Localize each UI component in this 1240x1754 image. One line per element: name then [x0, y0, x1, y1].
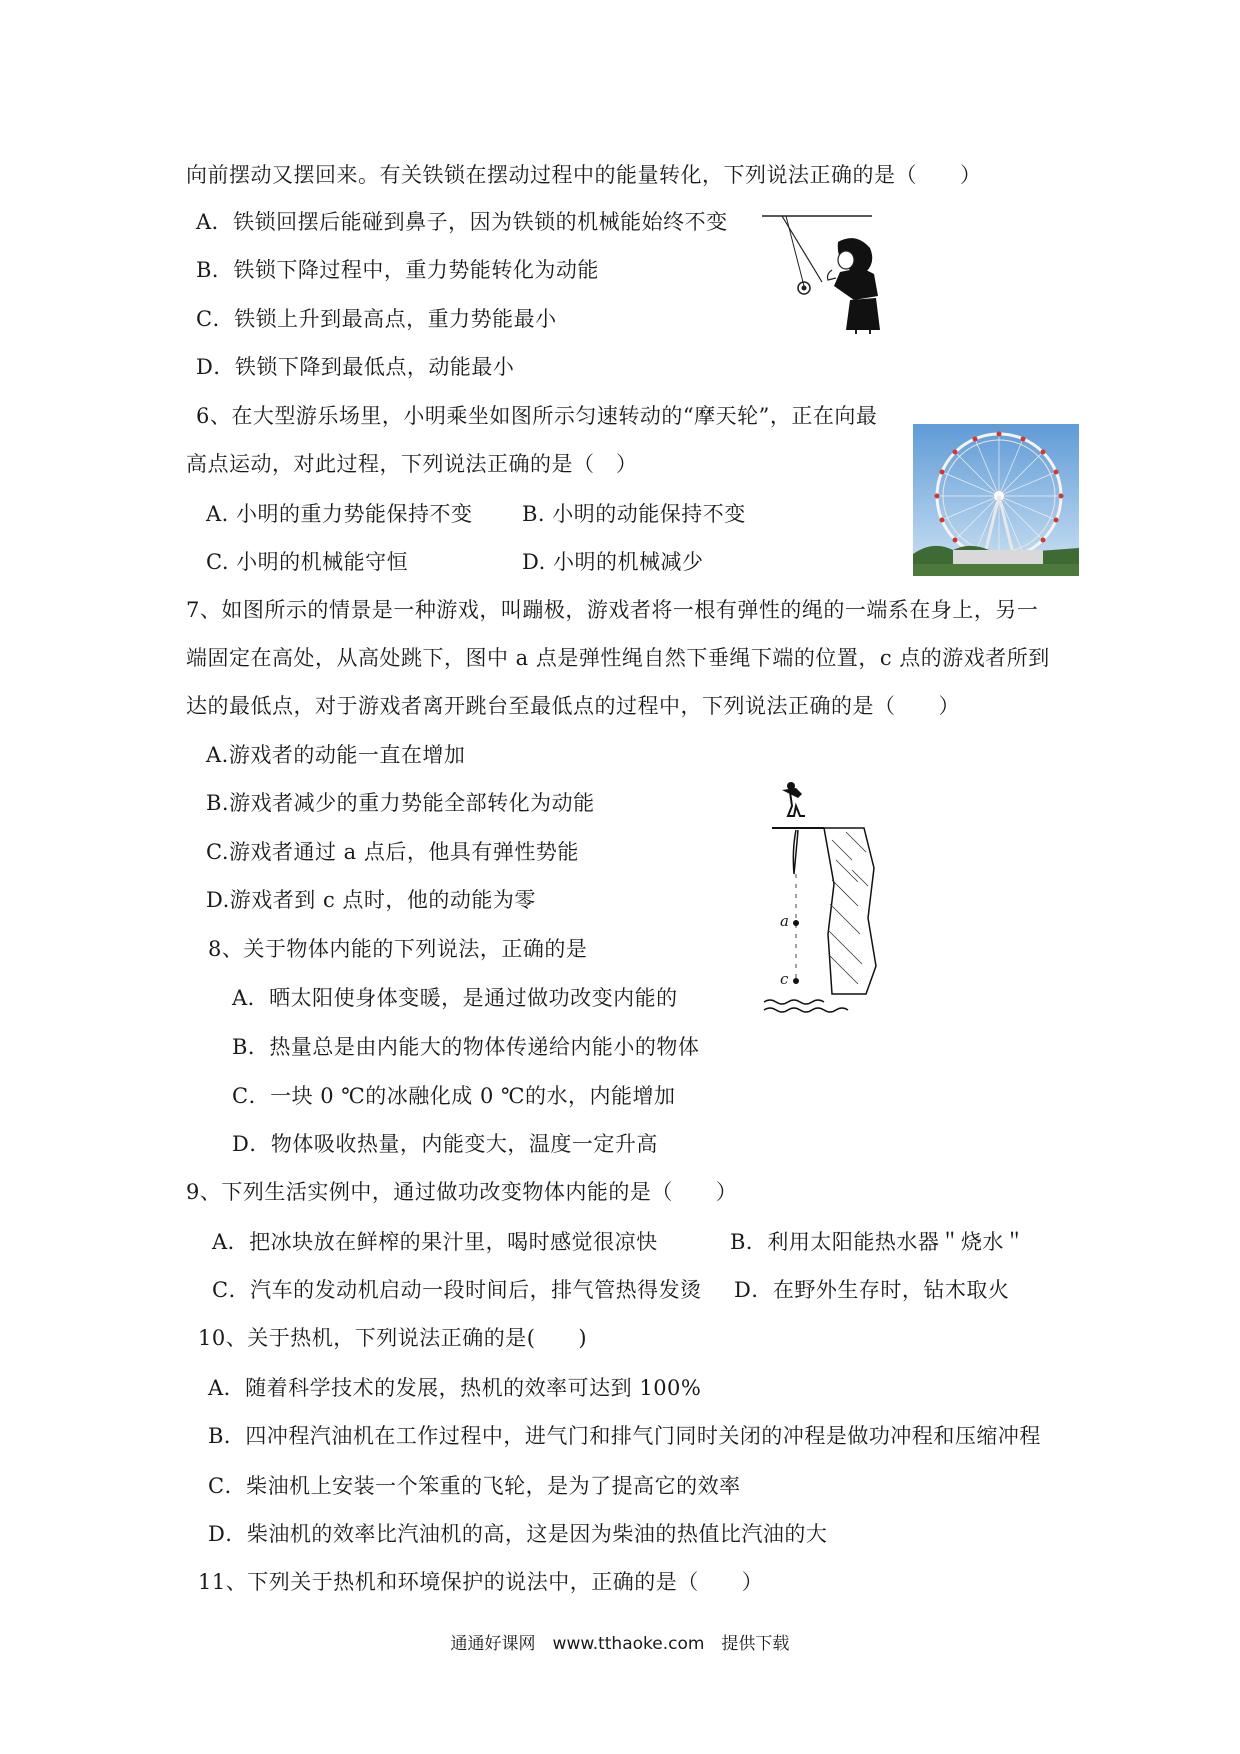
q8-stem: 8、关于物体内能的下列说法，正确的是: [208, 937, 588, 961]
bungee-jump-figure: [762, 780, 882, 1018]
q5-option-c: C．铁锁上升到最高点，重力势能最小: [196, 307, 557, 331]
page-footer-source: 通通好课网 www.tthaoke.com 提供下载: [450, 1634, 790, 1654]
q5-stem-continuation: 向前摆动又摆回来。有关铁锁在摆动过程中的能量转化，下列说法正确的是（ ）: [186, 163, 982, 187]
q9-option-d: D．在野外生存时，钻木取火: [734, 1278, 1010, 1302]
q8-option-b: B．热量总是由内能大的物体传递给内能小的物体: [232, 1035, 700, 1059]
q6-stem-line2: 高点运动，对此过程，下列说法正确的是（ ）: [186, 452, 638, 476]
q9-option-a: A．把冰块放在鲜榨的果汁里，喝时感觉很凉快: [212, 1230, 658, 1254]
q7-stem-line2: 端固定在高处，从高处跳下，图中 a 点是弹性绳自然下垂绳下端的位置，c 点的游戏者所到: [186, 646, 1050, 670]
q8-option-a: A．晒太阳使身体变暖，是通过做功改变内能的: [232, 986, 678, 1010]
ferris-wheel-photo: [913, 424, 1079, 576]
point-c-label: c: [780, 970, 789, 988]
q10-stem: 10、关于热机，下列说法正确的是( ): [198, 1326, 588, 1350]
q8-option-d: D．物体吸收热量，内能变大，温度一定升高: [232, 1132, 658, 1156]
q9-option-c: C．汽车的发动机启动一段时间后，排气管热得发烫: [212, 1278, 702, 1302]
q5-option-a: A．铁锁回摆后能碰到鼻子，因为铁锁的机械能始终不变: [196, 210, 728, 234]
q7-option-c: C.游戏者通过 a 点后，他具有弹性势能: [206, 840, 579, 864]
q7-stem-line3: 达的最低点，对于游戏者离开跳台至最低点的过程中，下列说法正确的是（ ）: [186, 694, 960, 718]
q6-option-a: A. 小明的重力势能保持不变: [206, 502, 473, 526]
pendulum-girl-figure: [760, 210, 900, 335]
q10-option-d: D．柴油机的效率比汽油机的高，这是因为柴油的热值比汽油的大: [208, 1522, 828, 1546]
q5-option-d: D．铁锁下降到最低点，动能最小: [196, 355, 515, 379]
q10-option-b: B．四冲程汽油机在工作过程中，进气门和排气门同时关闭的冲程是做功冲程和压缩冲程: [208, 1424, 1041, 1448]
q11-stem: 11、下列关于热机和环境保护的说法中，正确的是（ ）: [198, 1570, 764, 1594]
q9-option-b: B．利用太阳能热水器＂烧水＂: [730, 1230, 1026, 1254]
q7-option-d: D.游戏者到 c 点时，他的动能为零: [206, 888, 536, 912]
q10-option-c: C．柴油机上安装一个笨重的飞轮，是为了提高它的效率: [208, 1474, 741, 1498]
q6-stem-line1: 6、在大型游乐场里，小明乘坐如图所示匀速转动的“摩天轮”，正在向最: [196, 404, 878, 428]
q9-stem: 9、下列生活实例中，通过做功改变物体内能的是（ ）: [186, 1180, 738, 1204]
q6-option-c: C. 小明的机械能守恒: [206, 550, 409, 574]
q7-option-b: B.游戏者减少的重力势能全部转化为动能: [206, 791, 595, 815]
q6-option-d: D. 小明的机械减少: [522, 550, 704, 574]
q7-option-a: A.游戏者的动能一直在增加: [206, 743, 466, 767]
q8-option-c: C．一块 0 ℃的冰融化成 0 ℃的水，内能增加: [232, 1084, 676, 1108]
q10-option-a: A．随着科学技术的发展，热机的效率可达到 100%: [208, 1376, 702, 1400]
q5-option-b: B．铁锁下降过程中，重力势能转化为动能: [196, 258, 599, 282]
point-a-label: a: [780, 912, 789, 930]
q7-stem-line1: 7、如图所示的情景是一种游戏，叫蹦极，游戏者将一根有弹性的绳的一端系在身上，另一: [186, 598, 1039, 622]
q6-option-b: B. 小明的动能保持不变: [522, 502, 746, 526]
